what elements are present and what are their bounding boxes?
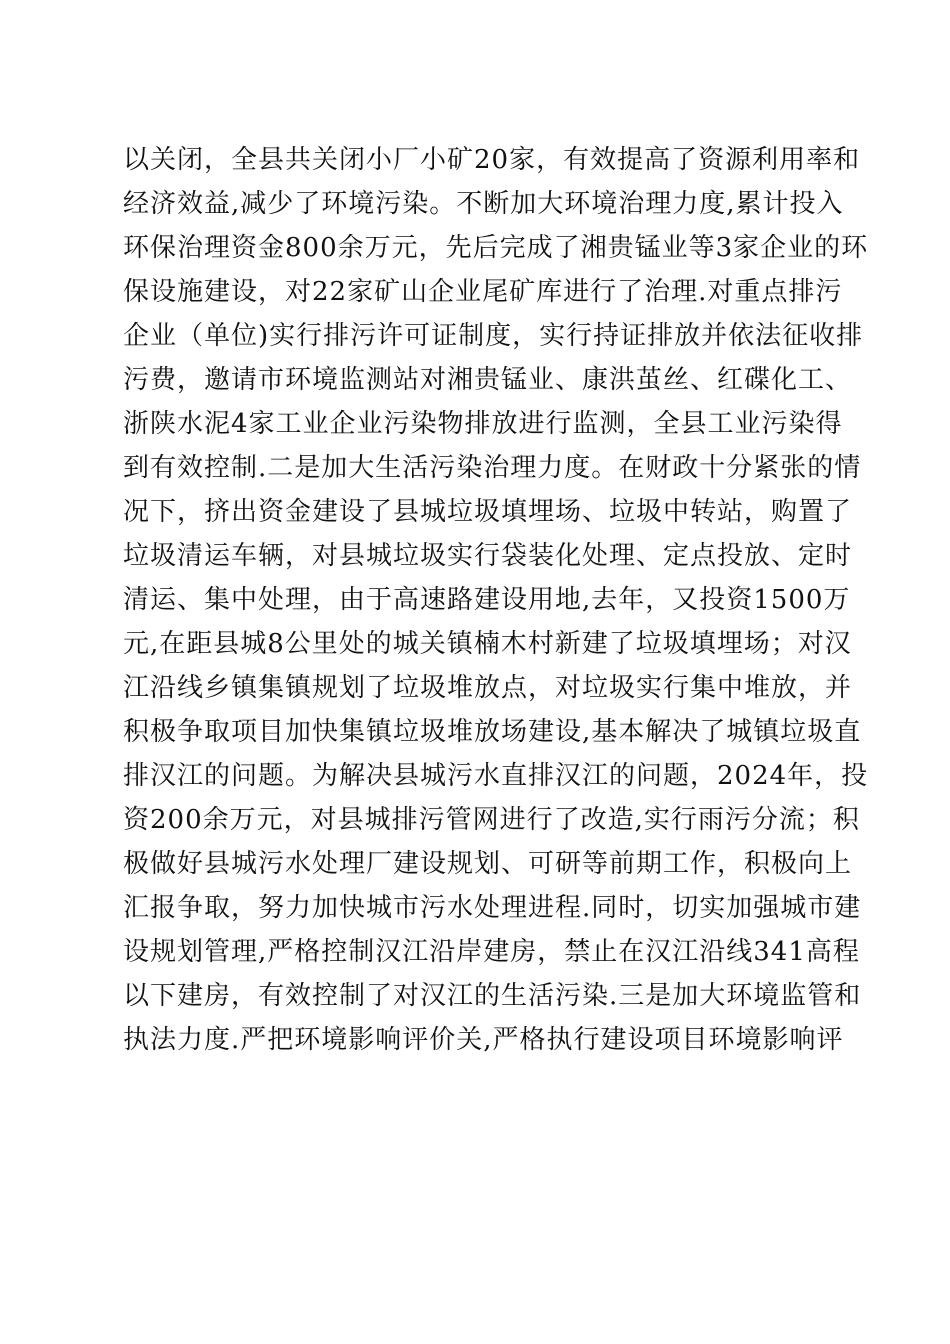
- text-line: 清运、集中处理，由于高速路建设用地,去年，又投资1500万: [123, 585, 851, 615]
- text-line: 设规划管理,严格控制汉江沿岸建房，禁止在汉江沿线341高程: [123, 937, 860, 967]
- text-line: 执法力度.严把环境影响评价关,严格执行建设项目环境影响评: [123, 1025, 844, 1055]
- text-line: 企业（单位)实行排污许可证制度，实行持证排放并依法征收排: [123, 321, 864, 351]
- text-line: 元,在距县城8公里处的城关镇楠木村新建了垃圾填埋场；对汉: [123, 629, 852, 659]
- text-line: 积极争取项目加快集镇垃圾堆放场建设,基本解决了城镇垃圾直: [123, 717, 862, 747]
- text-line: 经济效益,减少了环境污染。不断加大环境治理力度,累计投入: [123, 189, 844, 219]
- text-line: 以下建房，有效控制了对汉江的生活污染.三是加大环境监管和: [123, 981, 862, 1011]
- text-line: 环保治理资金800余万元，先后完成了湘贵锰业等3家企业的环: [123, 233, 869, 263]
- text-line: 垃圾清运车辆，对县城垃圾实行袋装化处理、定点投放、定时: [123, 541, 853, 571]
- text-line: 浙陕水泥4家工业企业污染物排放进行监测，全县工业污染得: [123, 409, 843, 439]
- text-line: 况下，挤出资金建设了县城垃圾填埋场、垃圾中转站，购置了: [123, 497, 853, 527]
- text-line: 极做好县城污水处理厂建设规划、可研等前期工作，积极向上: [123, 849, 853, 879]
- text-line: 保设施建设，对22家矿山企业尾矿库进行了治理.对重点排污: [123, 277, 843, 307]
- text-line: 汇报争取，努力加快城市污水处理进程.同时，切实加强城市建: [123, 893, 862, 923]
- text-line: 污费，邀请市环境监测站对湘贵锰业、康洪茧丝、红碟化工、: [123, 365, 853, 395]
- text-line: 以关闭，全县共关闭小厂小矿20家，有效提高了资源利用率和: [123, 145, 861, 175]
- text-line: 排汉江的问题。为解决县城污水直排汉江的问题，2024年，投: [123, 761, 869, 791]
- document-body: [123, 138, 869, 1062]
- text-line: 到有效控制.二是加大生活污染治理力度。在财政十分紧张的情: [123, 453, 862, 483]
- text-line: 江沿线乡镇集镇规划了垃圾堆放点，对垃圾实行集中堆放，并: [123, 673, 853, 703]
- text-line: 资200余万元，对县城排污管网进行了改造,实行雨污分流；积: [123, 805, 860, 835]
